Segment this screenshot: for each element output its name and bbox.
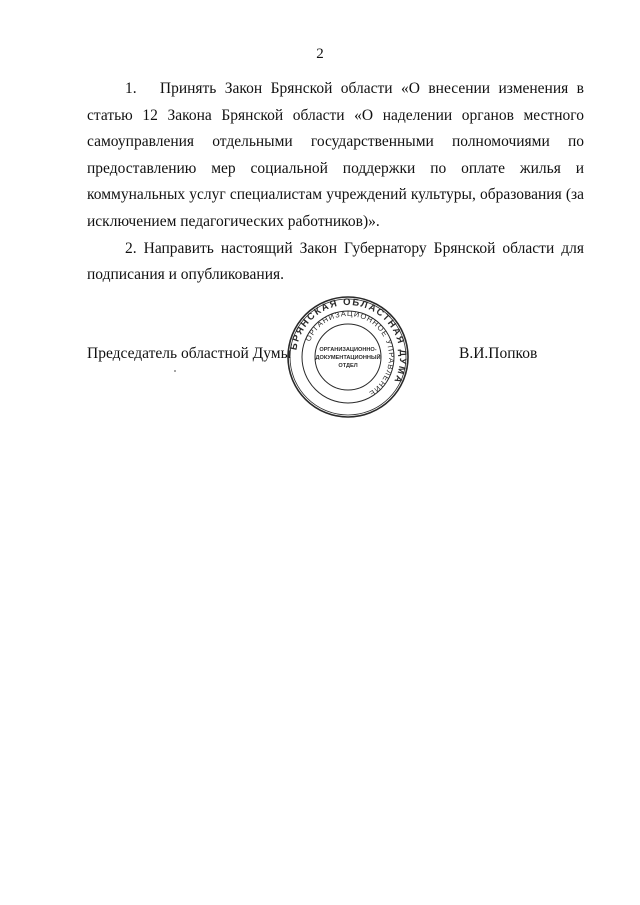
svg-text:ОРГАНИЗАЦИОННОЕ УПРАВЛЕНИЕ <box>303 309 396 399</box>
stamp-center-line-1: ОРГАНИЗАЦИОННО- <box>319 347 377 353</box>
signatory-title: Председатель областной Думы <box>87 345 292 362</box>
stamp-outer-text: БРЯНСКАЯ ОБЛАСТНАЯ ДУМА <box>288 296 409 386</box>
page-number: 2 <box>316 46 324 62</box>
stamp-inner-text: ОРГАНИЗАЦИОННОЕ УПРАВЛЕНИЕ <box>303 308 397 399</box>
paragraph-2: 2. Направить настоящий Закон Губернатору Брянской области для подписания и опубликования. <box>87 239 584 284</box>
scan-speck <box>174 370 176 372</box>
official-stamp <box>286 295 410 419</box>
stamp-center-line-2: ДОКУМЕНТАЦИОННЫЙ <box>315 355 381 361</box>
document-body <box>87 76 584 289</box>
stamp-center-line-3: ОТДЕЛ <box>338 363 358 369</box>
signatory-name: В.И.Попков <box>459 345 538 362</box>
paragraph-1: 1. Принять Закон Брянской области «О внесении изменения в статью 12 Закона Брянской области «О наделении органов местного самоуправления отдельными государственными полномочиями по предоставлению мер социальной поддержки по оплате жилья и коммунальных услуг специалистам учреждений культуры, образования (за исключением педагогических работников)». <box>87 80 584 230</box>
